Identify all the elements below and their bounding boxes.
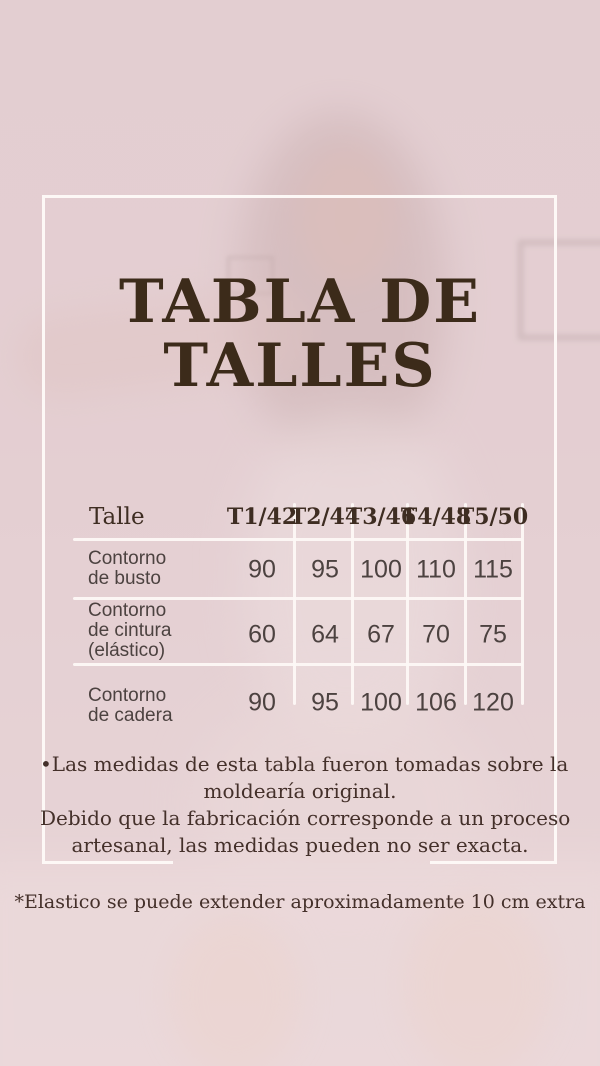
- frame-bottom-right-segment: [430, 861, 557, 864]
- table-cell-value: 60: [248, 620, 276, 649]
- table-corner-label: Talle: [89, 504, 145, 530]
- row-label-line: de cadera: [88, 705, 173, 726]
- size-header-t4: T4/48: [400, 504, 472, 530]
- title-line-2: TALLES: [163, 331, 437, 401]
- table-cell-value: 90: [248, 688, 276, 717]
- measurement-notes: [40, 751, 571, 859]
- row-label-cadera: [88, 686, 173, 726]
- size-header-t2: T2/44: [289, 504, 361, 530]
- frame-bottom-left-segment: [42, 861, 173, 864]
- size-header-t1: T1/42: [226, 504, 298, 530]
- table-cell-value: 120: [472, 688, 514, 717]
- note-line: Debido que la fabricación corresponde a un proceso: [40, 806, 571, 830]
- table-cell-value: 100: [360, 688, 402, 717]
- row-label-line: (elástico): [88, 640, 166, 661]
- table-grid-line-vertical: [351, 503, 354, 705]
- table-grid-line-vertical: [293, 503, 296, 705]
- table-cell-value: 64: [311, 620, 339, 649]
- table-grid-line-horizontal: [73, 538, 523, 541]
- table-cell-value: 115: [473, 555, 513, 584]
- row-label-line: Contorno: [88, 548, 167, 569]
- row-label-line: de cintura: [88, 620, 172, 641]
- note-line: •Las medidas de esta tabla fueron tomadas sobre la: [40, 752, 569, 776]
- table-grid-line-horizontal: [73, 663, 523, 666]
- table-cell-value: 95: [311, 555, 339, 584]
- row-label-line: Contorno: [88, 600, 167, 621]
- table-grid-line-vertical: [521, 503, 524, 705]
- table-cell-value: 110: [416, 555, 456, 584]
- title-line-1: TABLA DE: [118, 267, 482, 337]
- note-line: artesanal, las medidas pueden no ser exacta.: [71, 833, 529, 857]
- page-title: [0, 267, 600, 401]
- table-cell-value: 100: [360, 555, 402, 584]
- elastic-note: *Elastico se puede extender aproximadamente 10 cm extra: [14, 891, 586, 913]
- row-label-cintura: [88, 601, 171, 661]
- size-header-t5: T5/50: [457, 504, 529, 530]
- note-line: moldearía original.: [203, 779, 397, 803]
- row-label-line: Contorno: [88, 685, 167, 706]
- table-cell-value: 106: [415, 688, 457, 717]
- table-grid-line-vertical: [406, 503, 409, 705]
- size-header-t3: T3/46: [345, 504, 417, 530]
- table-cell-value: 95: [311, 688, 339, 717]
- table-cell-value: 67: [367, 620, 395, 649]
- table-cell-value: 90: [248, 555, 276, 584]
- table-cell-value: 70: [422, 620, 450, 649]
- row-label-busto: [88, 549, 166, 589]
- table-grid-line-vertical: [464, 503, 467, 705]
- row-label-line: de busto: [88, 568, 161, 589]
- table-cell-value: 75: [479, 620, 507, 649]
